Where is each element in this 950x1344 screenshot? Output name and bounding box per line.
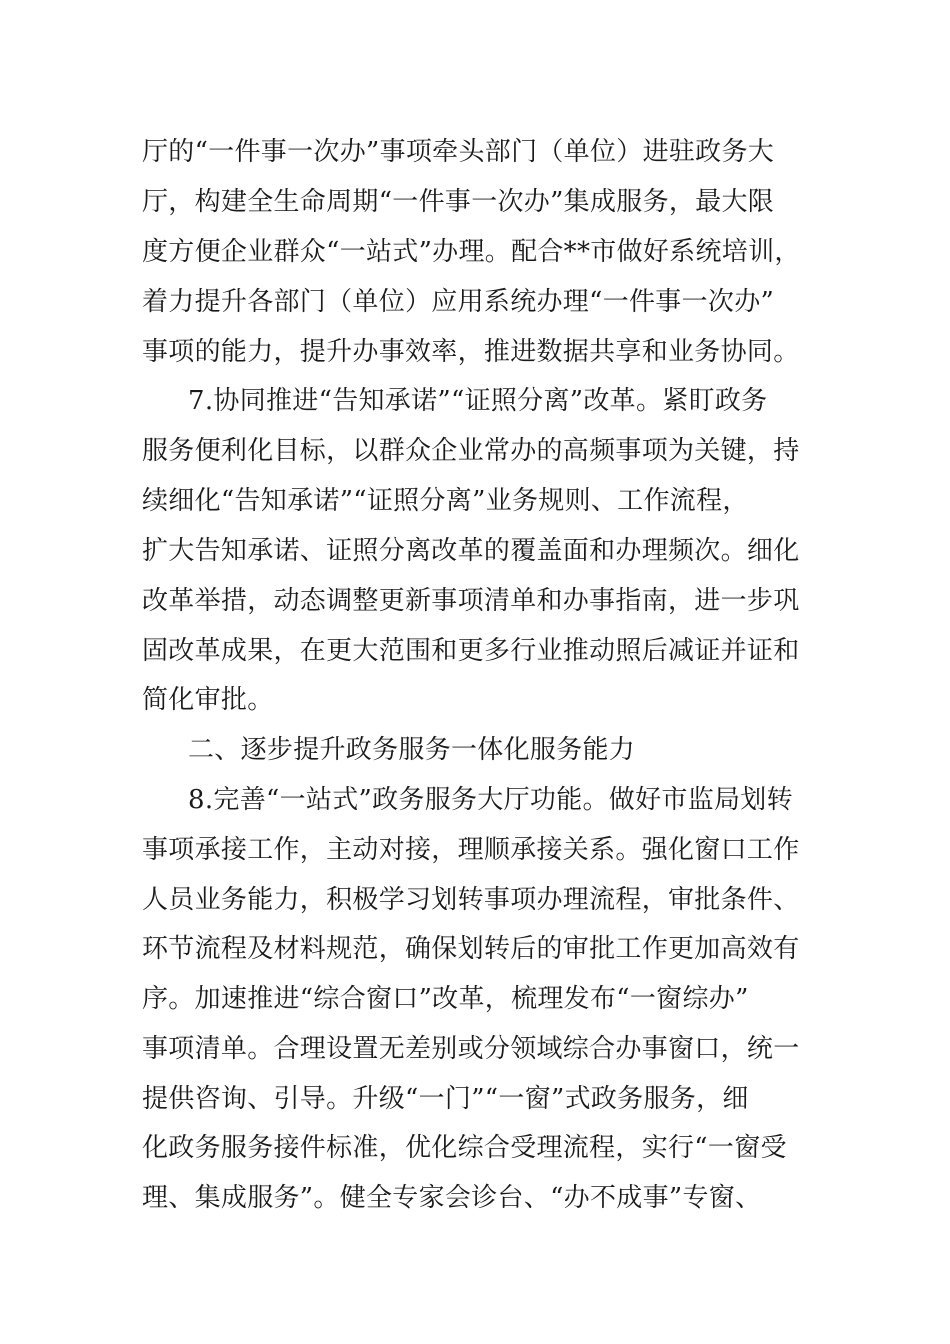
text-line: 序。加速推进“综合窗口”改革，梳理发布“一窗综办”: [142, 984, 749, 1014]
section-8-title-line: 8.完善“一站式”政务服务大厅功能。做好市监局划转: [188, 785, 793, 815]
section-heading: 二、逐步提升政务服务一体化服务能力: [188, 735, 636, 765]
text-line: 度方便企业群众“一站式”办理。配合**市做好系统培训，: [142, 237, 801, 267]
text-line: 事项清单。合理设置无差别或分领域综合办事窗口，统一: [142, 1034, 800, 1064]
text-line: 固改革成果，在更大范围和更多行业推动照后减证并证和: [142, 636, 800, 666]
text-line: 环节流程及材料规范，确保划转后的审批工作更加高效有: [142, 934, 800, 964]
text-line: 事项的能力，提升办事效率，推进数据共享和业务协同。: [142, 337, 800, 367]
text-line: 人员业务能力，积极学习划转事项办理流程，审批条件、: [142, 885, 800, 915]
text-line: 事项承接工作，主动对接，理顺承接关系。强化窗口工作: [142, 835, 800, 865]
text-line: 厅，构建全生命周期“一件事一次办”集成服务，最大限: [142, 187, 775, 217]
text-line: 提供咨询、引导。升级“一门”“一窗”式政务服务，细: [142, 1084, 749, 1114]
text-line: 改革举措，动态调整更新事项清单和办事指南，进一步巩: [142, 586, 800, 616]
text-line: 服务便利化目标，以群众企业常办的高频事项为关键，持: [142, 436, 800, 466]
text-line: 续细化“告知承诺”“证照分离”业务规则、工作流程，: [142, 486, 749, 516]
text-line: 理、集成服务”。健全专家会诊台、“办不成事”专窗、: [142, 1183, 762, 1213]
text-line: 着力提升各部门（单位）应用系统办理“一件事一次办”: [142, 287, 775, 317]
text-line: 化政务服务接件标准，优化综合受理流程，实行“一窗受: [142, 1133, 787, 1163]
text-line: 简化审批。: [142, 685, 274, 715]
section-7-title-line: 7.协同推进“告知承诺”“证照分离”改革。紧盯政务: [188, 386, 768, 416]
text-line: 厅的“一件事一次办”事项牵头部门（单位）进驻政务大: [142, 137, 775, 167]
text-line: 扩大告知承诺、证照分离改革的覆盖面和办理频次。细化: [142, 536, 800, 566]
